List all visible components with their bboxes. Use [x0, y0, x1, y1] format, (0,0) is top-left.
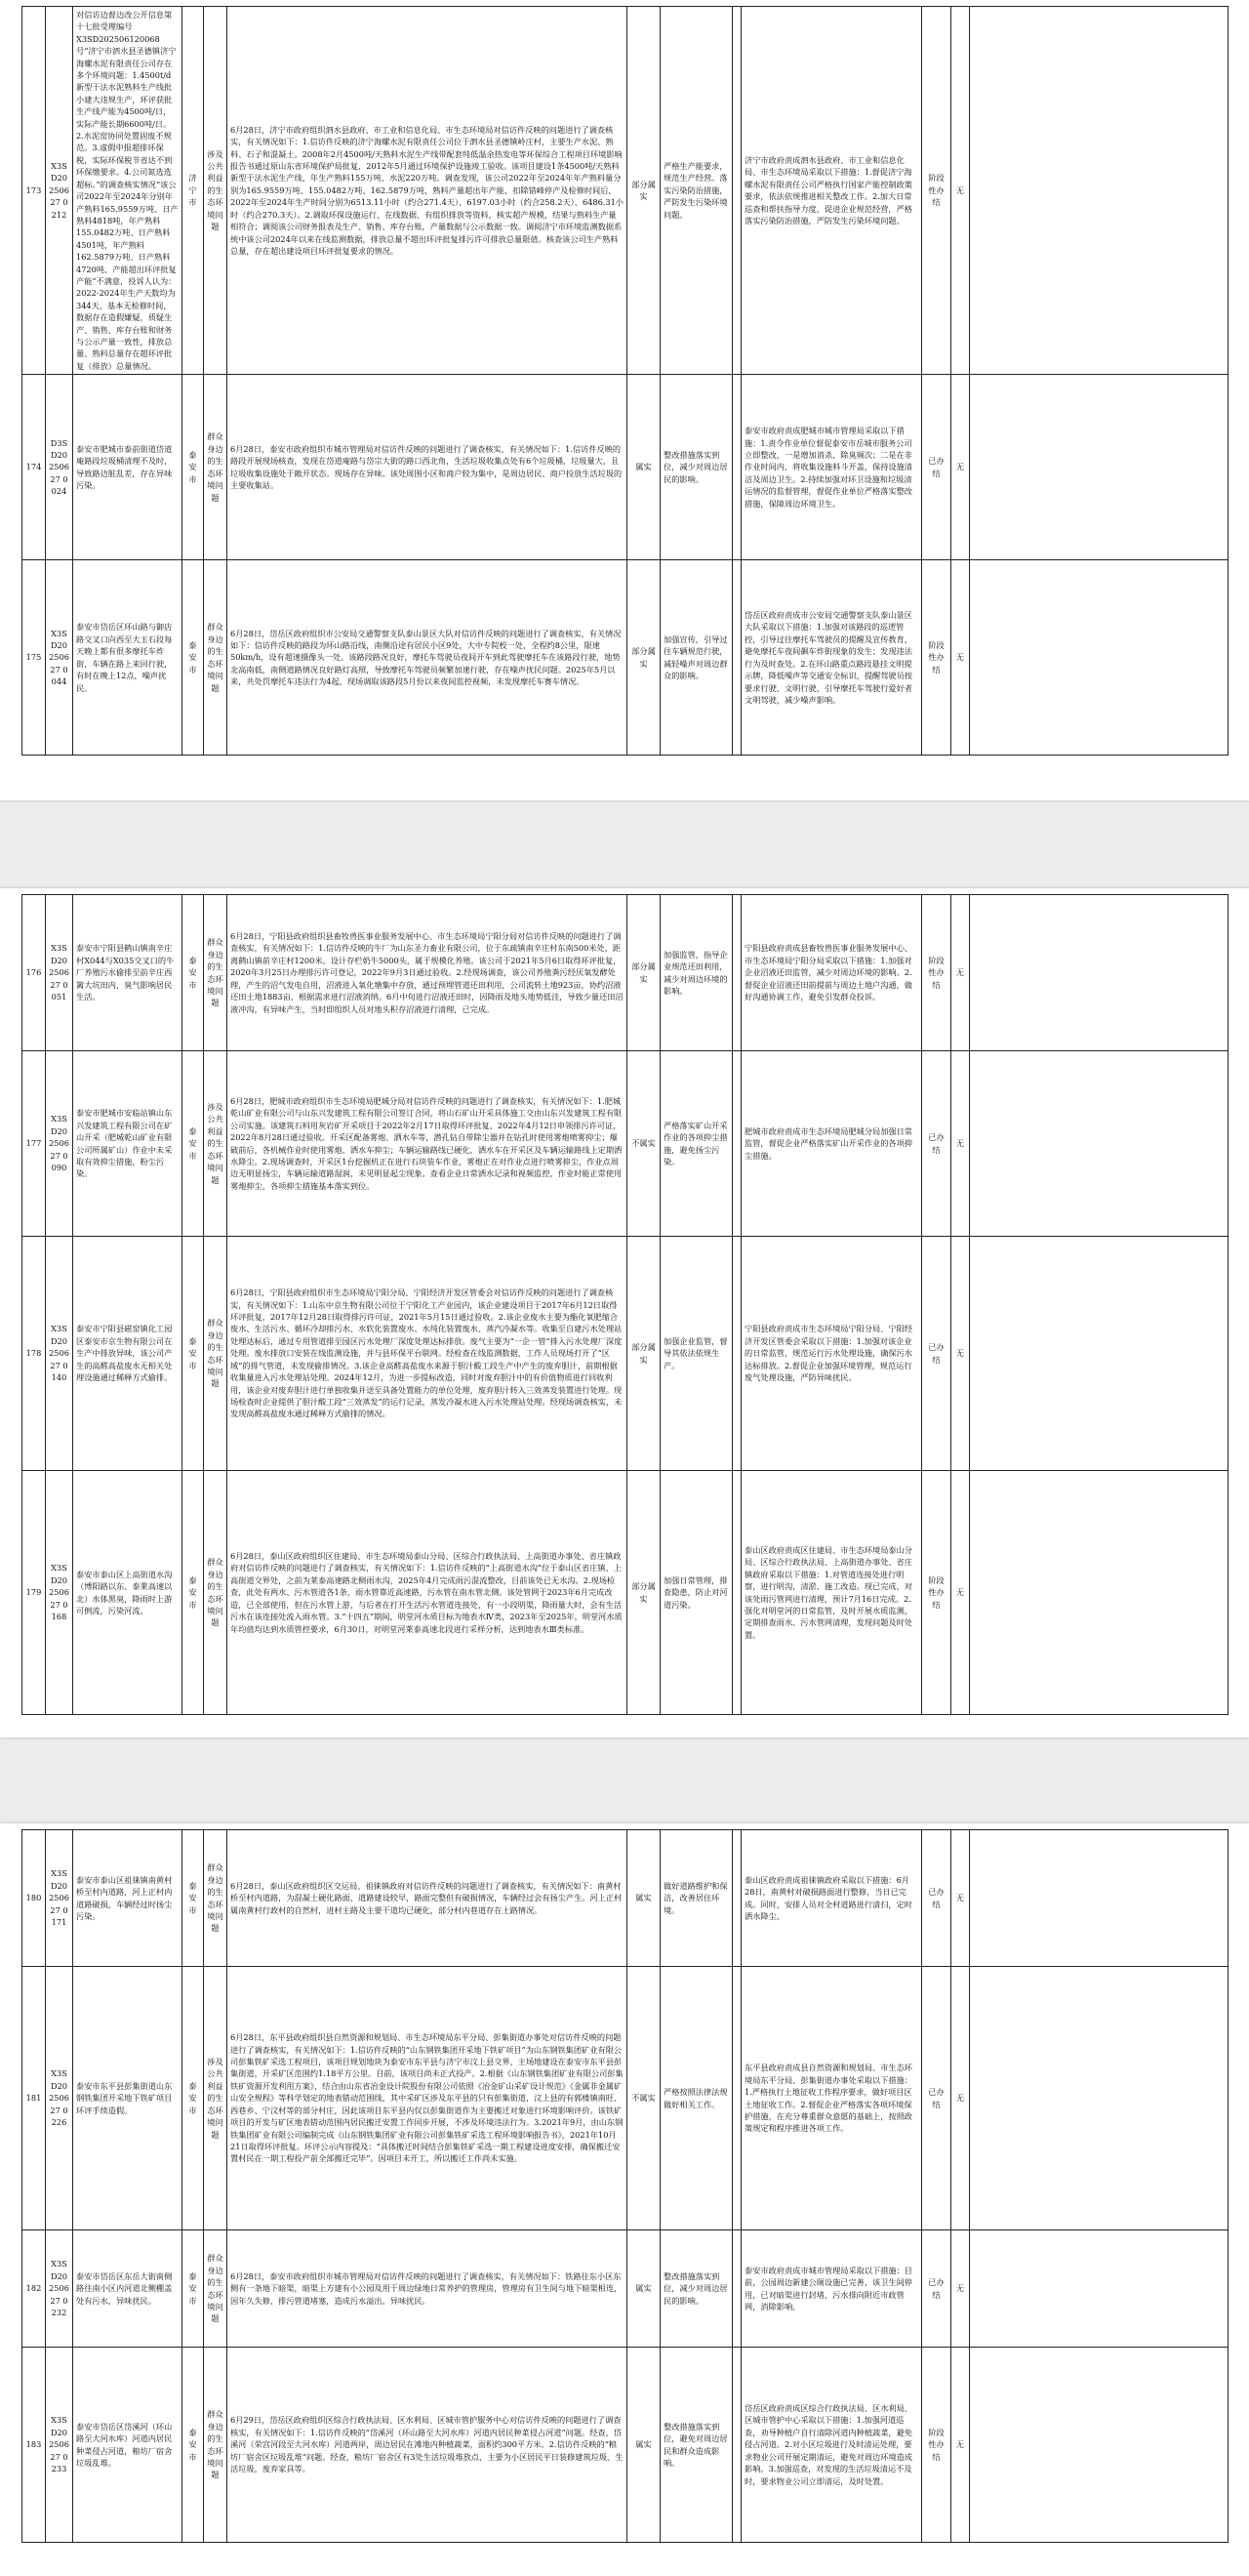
verification-result: 属实 [627, 1830, 661, 1967]
empty-cell [733, 560, 742, 756]
issue-type: 群众身边的生态环境问题 [204, 1830, 227, 1967]
table-row [22, 7, 1229, 375]
empty-cell [970, 560, 1229, 756]
table-row [22, 895, 1229, 1051]
complaint-content: 泰安市泰山区祖徕镇南黄村桥至村内道路，河上正村内道路破损，车辆经过时扬尘污染。 [73, 1830, 182, 1967]
accountability: 无 [951, 2348, 970, 2543]
city-cell: 泰安市 [182, 1967, 204, 2230]
case-id: X3SD20250627 0044 [46, 560, 73, 756]
rectification-target: 加强监管，指导企业规范还田利用，减少对周边环境的影响。 [661, 895, 733, 1051]
issue-type: 群众身边的生态环境问题 [204, 1237, 227, 1471]
complaint-content: 泰安市肥城市泰前街道岱道庵路段垃圾桶清理不及时，导致路边脏乱差，存在异味污染。 [73, 375, 182, 560]
issue-type: 群众身边的生态环境问题 [204, 2348, 227, 2543]
row-number: 174 [22, 375, 46, 560]
city-cell: 泰安市 [182, 2230, 204, 2348]
issue-type: 涉及公共利益的生态环境问题 [204, 7, 227, 375]
case-id: X3SD20250627 0212 [46, 7, 73, 375]
issue-type: 群众身边的生态环境问题 [204, 375, 227, 560]
table-row [22, 2230, 1229, 2348]
rectification-target: 整改措施落实到位，避免对周边居民和群众造成影响。 [661, 2348, 733, 2543]
rectification-target: 加强企业监管，督导其依法依规生产。 [661, 1237, 733, 1471]
row-number: 177 [22, 1051, 46, 1237]
rectification-target: 严格按照法律法规做好相关工作。 [661, 1967, 733, 2230]
row-number: 183 [22, 2348, 46, 2543]
empty-cell [733, 1471, 742, 1715]
issue-type: 群众身边的生态环境问题 [204, 2230, 227, 2348]
handling-measures: 泰安市政府责成市城市管理局采取以下措施：目前，公园周边新建公厕设施已完善，该卫生间停用，已对暗渠进行封堵，污水排向附近市政管网，消除影响。 [742, 2230, 922, 2348]
handling-measures: 泰山区政府责成区住建局、市生态环境局泰山分局、区综合行政执法局、上高街道办事处、省庄镇政府采取以下措施：1.对管道连接处进行明察，进行明沟，清淤、施工改造。现已完成，对该处雨污管网进行清理，预计7月16日完成。2.强化对明堂河的日常监管，及时开展水质监测，定期排查雨水、污水管网清理，发现问题及时处置。 [742, 1471, 922, 1715]
issue-type: 涉及公共利益的生态环境问题 [204, 1051, 227, 1237]
table-row [22, 2348, 1229, 2543]
table-row [22, 1051, 1229, 1237]
city-cell: 泰安市 [182, 1830, 204, 1967]
handling-status: 已办结 [922, 2230, 951, 2348]
issue-type: 群众身边的生态环境问题 [204, 560, 227, 756]
case-table-page-2 [21, 894, 1229, 1715]
verification-result: 属实 [627, 375, 661, 560]
city-cell: 泰安市 [182, 1051, 204, 1237]
complaint-content: 泰安市岱岳区东岳大街南侧路往南小区内河道北侧棚盖处有污水，异味扰民。 [73, 2230, 182, 2348]
verification-result: 属实 [627, 2230, 661, 2348]
accountability: 无 [951, 560, 970, 756]
case-id: X3SD20250627 0051 [46, 895, 73, 1051]
city-cell: 泰安市 [182, 1471, 204, 1715]
investigation-finding: 6月28日，泰安市政府组织市城市管理局对信访件反映的问题进行了调查核实，有关情况如下：1.信访件反映的路段开展现场核查，发现在岱道庵路与岱宗大街的路口西北角，生活垃圾收集点处有6个垃圾桶，垃圾量大，且垃圾收集设施处于敞开状态。现场存在异味。该处周围小区和商户较为集中，是周边居民、商户投放生活垃圾的主要收集站。 [227, 375, 627, 560]
investigation-finding: 6月28日，东平县政府组织县自然资源和规划局、市生态环境局东平分局、彭集街道办事处对信访件反映的问题进行了调查核实，有关情况如下：1.信访件反映的“山东钢铁集团开采地下铁矿项目”为山东钢铁集团矿业有限公司彭集铁矿采选工程项目，该项目规划地块为泰安市东平县与济宁市汶上县交界，主场地建设在泰安市东平县彭集街道，开采矿区范围约1.18平方公里。目前，该项目尚未正式投产。2.根据《山东钢铁集团矿业有限公司彭集铁矿资源开发利用方案》，结合由山东省冶金设计院股份有限公司依照《冶金矿山采矿设计规范》《金属非金属矿山安全规程》等科学划定的地表错动范围线，其中采矿区涉及东平县的只有彭集街道，汶上县的有郭楼镇南旺、西巷乡、宁汶村等的部分村庄，因此该项目东平县内仅以彭集街道作为主要搬迁对象进行环境影响评价。该铁矿项目的开发与矿区地表错动范围内居民搬迁安置工作同步开展，不涉及环境违法行为。3.2021年9月，由山东钢铁集团矿业有限公司编制完成《山东钢铁集团矿业有限公司彭集铁矿采选工程环境影响报告书》，2021年10月21日取得环评批复。环评公示内容提及：“具体搬迁时间结合彭集铁矿采选一期工程建设进度安排，确保搬迁安置村民在一期工程投产前全部搬迁完毕”。因项目未开工，所以搬迁工作尚未实施。 [227, 1967, 627, 2230]
handling-measures: 岱岳区政府责成区综合行政执法局、区水利局、区城市管护中心采取以下措施：1.加强河道巡查，劝导种植户自行清除河道内种植蔬菜，避免侵占河道。2.对小区垃圾进行及时清运处理，要求物业公司开展定期清运，避免对周边环境造成影响。3.加强巡查，对发现的生活垃圾清运不及时，要求物业公司立即清运，及时处置。 [742, 2348, 922, 2543]
handling-measures: 泰山区政府责成祖徕镇政府采取以下措施：6月28日，南黄村对破损路面进行整修，当日已完成。同时，安排人员对全村道路进行清扫，定时洒水降尘。 [742, 1830, 922, 1967]
handling-status: 阶段性办结 [922, 1471, 951, 1715]
empty-cell [733, 7, 742, 375]
complaint-content: 泰安市泰山区上高街道水沟（博阳路以东、泰莱高速以北）水体黑臭，降雨时上游可倒流，污染河流。 [73, 1471, 182, 1715]
empty-cell [970, 1830, 1229, 1967]
verification-result: 属实 [627, 2348, 661, 2543]
accountability: 无 [951, 1237, 970, 1471]
handling-measures: 岱岳区政府责成市公安局交通警察支队泰山景区大队采取以下措施：1.加强对该路段的巡逻管控，引导过往摩托车驾驶员的提醒及宣传教育，避免摩托车夜间飙车炸街现象的发生；发现违法行为及时查处。2.在环山路重点路段悬挂文明提示牌，降低噪声等交通安全标识，提醒驾驶员按要求行驶、文明行驶，引导摩托车驾驶行爱好者文明驾驶，减少噪声影响。 [742, 560, 922, 756]
complaint-content: 泰安市岱岳区环山路与御店路交叉口向西至大玉石段每天晚上都有很多摩托车炸街，车辆在路上来回行驶，有时在晚上12点，噪声扰民。 [73, 560, 182, 756]
issue-type: 群众身边的生态环境问题 [204, 895, 227, 1051]
row-number: 182 [22, 2230, 46, 2348]
investigation-finding: 6月28日，宁阳县政府组织县畜牧兽医事业服务发展中心、市生态环境局宁阳分局对信访件反映的问题进行了调查核实，有关情况如下：1.信访件反映的牛厂为山东圣力畜业有限公司，位于东疏镇南辛庄村东南500米处，距离鹤山镇前辛庄村1200米。设计存栏奶牛5000头，属于规模化养殖。该公司于2021年5月6日取得环评批复，2020年3月25日办理排污许可登记，2022年9月3日通过验收。2.经现场调查，该公司养殖粪污经厌氧发酵处理，产生的沼气发电自用，沼液进入氧化塘集中存放，通过预埋管道还田利用，公司流转土地923亩，协约沼液还田土地1883亩，根据需求进行沼液消纳。6月中旬进行沼液还田时，因降雨及地头地势低洼，导致少量还田沼液冲沟，有异味产生，当时即组织人员对地头积存沼液进行清理，已完成。 [227, 895, 627, 1051]
case-id: X3SD20250627 0232 [46, 2230, 73, 2348]
row-number: 178 [22, 1237, 46, 1471]
issue-type: 群众身边的生态环境问题 [204, 1471, 227, 1715]
empty-cell [733, 895, 742, 1051]
handling-measures: 泰安市政府责成肥城市城市管理局采取以下措施：1.责令作业单位督促泰安市岳城市服务公司立即整改，一是增加消杀、除臭频次；二是在非作业时间内，将收集设施料斗开盖，保持设施清洁及周边卫生。2.持续加强对环卫设施和垃圾清运情况的监督管理，督促作业单位严格落实整改措施，保障周边环境卫生。 [742, 375, 922, 560]
verification-result: 部分属实 [627, 1471, 661, 1715]
city-cell: 泰安市 [182, 2348, 204, 2543]
rectification-target: 加强宣传，引导过往车辆规范行驶，减轻噪声对周边群众的影响。 [661, 560, 733, 756]
empty-cell [733, 2230, 742, 2348]
handling-measures: 肥城市政府责成市生态环境局肥城分局加强日常监管，督促企业严格落实矿山开采作业的各项抑尘措施。 [742, 1051, 922, 1237]
empty-cell [733, 1967, 742, 2230]
verification-result: 不属实 [627, 1967, 661, 2230]
document-page-1 [0, 0, 1249, 800]
case-id: X3SD20250627 0090 [46, 1051, 73, 1237]
verification-result: 部分属实 [627, 895, 661, 1051]
accountability: 无 [951, 2230, 970, 2348]
complaint-content: 泰安市岱岳区岱溪河（环山路至大河水库）河道内居民种菜侵占河道，粮坊厂宿舍垃圾乱堆。 [73, 2348, 182, 2543]
empty-cell [970, 2348, 1229, 2543]
case-id: X3SD20250627 0171 [46, 1830, 73, 1967]
table-row [22, 1237, 1229, 1471]
empty-cell [733, 2348, 742, 2543]
handling-status: 已办结 [922, 1237, 951, 1471]
table-row [22, 560, 1229, 756]
city-cell: 泰安市 [182, 375, 204, 560]
handling-status: 阶段性办结 [922, 2348, 951, 2543]
row-number: 176 [22, 895, 46, 1051]
table-row [22, 375, 1229, 560]
verification-result: 部分属实 [627, 1237, 661, 1471]
issue-type: 涉及公共利益的生态环境问题 [204, 1967, 227, 2230]
city-cell: 泰安市 [182, 1237, 204, 1471]
city-cell: 泰安市 [182, 560, 204, 756]
case-table-page-3 [21, 1829, 1229, 2543]
empty-cell [733, 1051, 742, 1237]
case-table-page-1 [21, 6, 1229, 756]
complaint-content: 对信访边督边改公开信息第十七批受理编号X3SD202506120068号“济宁市泗水县圣德镇济宁海螺水泥有限责任公司存在多个环境问题：1.4500t/d新型干法水泥熟料生产线批小建大违规生产，环评获批生产线产能为4500吨/日，实际产能长期6600吨/日。2.水泥窑协同处置固废不规范。3.虚假申报超排环保税，实际环保税节省达不到环保缴要求。4.公司氮选选超标。”的调查核实情况“该公司2022年至2024年分别年产熟料165.9559万吨、日产熟料4818吨，年产熟料155.0482万吨、日产熟料4501吨，年产熟料162.5879万吨、日产熟料4720吨，产能超出环评批复产能”不满意，投诉人认为：2022-2024年生产天数均为344天，基本无检修时间，数据存在造假嫌疑，质疑生产、销售、库存台账和财务与公示产量一致性，排放总量、熟料总量存在超环评批复（排放）总量情况。 [73, 7, 182, 375]
case-id: X3SD20250627 0226 [46, 1967, 73, 2230]
investigation-finding: 6月28日，泰山区政府组织区住建局、市生态环境局泰山分局、区综合行政执法局、上高街道办事处、省庄镇政府对信访件反映的问题进行了调查核实，有关情况如下：1.信访件反映的“上高街道水沟”位于泰山区省庄镇、上高街道交界处，之前为莱泰高速路北侧雨水沟，2025年4月完成雨污混流整改，目前该处已无水沟。2.现场检查，此处有两水、污水管道各1条，雨水管靠近高速路，污水管在南水管北侧。该处管网于2023年6月完成改造，已全部使用，但在污水管上游，与后者在打开生活污水管道连接处，有一小段明渠，降雨量大时，会有生活污水在该连接处流入雨水管。3.“十四五”期间，明堂河水质目标为地表水Ⅳ类，2023年至2025年，明堂河水质年均值均达到水质管控要求，6月30日，对明堂河莱泰高速北段进行采样分析，达到地表水Ⅲ类标准。 [227, 1471, 627, 1715]
case-id: X3SD20250627 0168 [46, 1471, 73, 1715]
empty-cell [970, 1967, 1229, 2230]
case-id: X3SD20250627 0233 [46, 2348, 73, 2543]
row-number: 173 [22, 7, 46, 375]
row-number: 175 [22, 560, 46, 756]
investigation-finding: 6月28日，济宁市政府组织泗水县政府、市工业和信息化局、市生态环境局对信访件反映的问题进行了调查核实，有关情况如下：1.信访件反映的济宁海螺水泥有限责任公司位于泗水县圣德镇岭庄村，主要生产水泥、熟料、石子和混凝土。2008年2月4500吨/天熟料水泥生产线带配套纯低温余热发电等环保综合工程项目环境影响报告书通过原山东省环境保护局批复，2012年5月通过环境保护设施竣工验收。该项目建设1条4500吨/天熟料新型干法水泥生产线，年生产熟料155万吨、水泥220万吨。调查发现，该公司2022年至2024年年产熟料量分别为165.9559万吨、155.0482万吨、162.5879万吨，熟料产量超出年产能，扣除错峰停产及检修时间后，2022年至2024年生产时间分别为6513.11小时（约合271.4天）、6197.03小时（约合258.2天）、6486.31小时（约合270.3天）。2.调取环保设施运行、在线数据、有组织排放等资料，核实超产规模，结果与熟料生产量相符合；调阅该公司财务报表及生产、销售、库存台账，产量数据与公示数据一致。调阅济宁市环境监测数据系统中该公司2024年以来在线监测数据，排放总量不超出环评批复排污许可排放总量限值。核查该公司生产熟料总量，存在超出建设项目环评批复要求的情况。 [227, 7, 627, 375]
city-cell: 泰安市 [182, 895, 204, 1051]
empty-cell [970, 375, 1229, 560]
accountability: 无 [951, 1471, 970, 1715]
accountability: 无 [951, 1051, 970, 1237]
handling-measures: 济宁市政府责成泗水县政府、市工业和信息化局、市生态环境局采取以下措施：1.督促济宁海螺水泥有限责任公司严格执行国家产能控制政策要求，依法依规推进相关整改工作。2.加大日常巡查和帮扶指导力度，促进企业规范经营，严格落实污染防治措施，严防发生污染环境问题。 [742, 7, 922, 375]
rectification-target: 加强日常管理，排查隐患，防止对河道污染。 [661, 1471, 733, 1715]
handling-status: 阶段性办结 [922, 7, 951, 375]
empty-cell [970, 1237, 1229, 1471]
verification-result: 部分属实 [627, 7, 661, 375]
verification-result: 部分属实 [627, 560, 661, 756]
empty-cell [970, 895, 1229, 1051]
empty-cell [733, 1830, 742, 1967]
verification-result: 不属实 [627, 1051, 661, 1237]
investigation-finding: 6月28日，岱岳区政府组织市公安局交通警察支队泰山景区大队对信访件反映的问题进行了调查核实，有关情况如下：信访件反映的路段为环山路沿线，南侧沿途有居民小区9处，大中专院校一处，全程约8公里，限速50km/h，设有超速摄像头一处。该路段路况良好，摩托车驾驶员夜间开车到此驾驶摩托车在该路段行驶，地势北高南低，南侧道路情况良好路灯高照，导致摩托车驾驶员频繁加速行驶，存在噪声扰民问题。2025年5月以来，共处罚摩托车违法行为4起，现场调取该路段5月份以来夜间监控视频，未发现摩托车赛车情况。 [227, 560, 627, 756]
rectification-target: 整改措施落实到位，减少对周边居民的影响。 [661, 375, 733, 560]
rectification-target: 严格落实矿山开采作业的各项抑尘措施，避免扬尘污染。 [661, 1051, 733, 1237]
accountability: 无 [951, 1967, 970, 2230]
accountability: 无 [951, 7, 970, 375]
row-number: 181 [22, 1967, 46, 2230]
rectification-target: 做好道路维护和保洁，改善居住环境。 [661, 1830, 733, 1967]
handling-measures: 宁阳县政府责成市生态环境局宁阳分局、宁阳经济开发区管委会采取以下措施：1.加强对该企业的日常监管，规范运行污水处理设施，确保污水达标排放。2.督促企业加强环境管理，规范运行废气处理设施，严防异味扰民。 [742, 1237, 922, 1471]
handling-status: 已办结 [922, 1830, 951, 1967]
investigation-finding: 6月28日，肥城市政府组织市生态环境局肥城分局对信访件反映的问题进行了调查核实，有关情况如下：1.肥城乾山矿业有限公司与山东兴发建筑工程有限公司签订合同，将山石矿山开采具体施工交由山东兴发建筑工程有限公司实施。该建筑石料用灰岩矿开采项目于2022年2月17日取得环评批复，2022年4月12日申领排污许可证，2022年8月28日通过验收。开采区配备雾炮、洒水车等，潜孔钻自带除尘器并在钻孔时使用雾炮喷雾抑尘；爆破前后，各机械作业时使用雾炮、洒水车抑尘；车辆运输路线已硬化，洒水车在开采区及车辆运输路线上定期洒水降尘。2.现场调查时，开采区1台挖掘机正在进行石块装车作业，雾炮正在对作业点进行喷雾抑尘，作业点周边无明显扬尘，车辆运输道路湿润，未见明显起尘现象。查看企业日常洒水记录和视频监控，作业时能正常使用雾炮抑尘，各项抑尘措施基本落实到位。 [227, 1051, 627, 1237]
investigation-finding: 6月29日，岱岳区政府组织区综合行政执法局、区水利局、区城市管护服务中心对信访件反映的问题进行了调查核实，有关情况如下：1.信访件反映的“岱溪河（环山路至大河水库）河道内居民种菜侵占河道”问题。经查，岱溪河（荣宫河段至大河水库）河道两岸，周边居民在滩地内种植蔬菜，面积约300平方米。2.信访件反映的“粮坊厂宿舍区垃圾乱堆”问题。经查，粮坊厂宿舍区有3处生活垃圾堆放点，主要为小区居民平日装修建筑垃圾、生活垃圾，废弃家具等。 [227, 2348, 627, 2543]
complaint-content: 泰安市东平县彭集街道山东钢铁集团开采地下铁矿项目环评手续造假。 [73, 1967, 182, 2230]
document-page-3 [0, 1823, 1249, 2576]
empty-cell [970, 1471, 1229, 1715]
rectification-target: 严格生产能要求，规范生产经营。落实污染防治措施，严防发生污染环境问题。 [661, 7, 733, 375]
accountability: 无 [951, 375, 970, 560]
accountability: 无 [951, 895, 970, 1051]
rectification-target: 整改措施落实到位，减少对周边居民的影响。 [661, 2230, 733, 2348]
complaint-content: 泰安市宁阳县磁窑镇化工园区泰安市京生物有限公司在生产中排放异味，该公司产生的高醛高盐废水无相关处理设施通过稀释方式偷排。 [73, 1237, 182, 1471]
handling-status: 已办结 [922, 1967, 951, 2230]
handling-measures: 东平县政府责成县自然资源和规划局、市生态环境局东平分局、彭集街道办事处采取以下措施：1.严格执行土地征收工作程序要求，做好项目区土地征收工作。2.督促企业严格落实各项环境保护措施，在充分尊重群众意愿的基础上，按照政策规定和程序推进各项工作。 [742, 1967, 922, 2230]
handling-status: 阶段性办结 [922, 560, 951, 756]
empty-cell [733, 1237, 742, 1471]
city-cell: 济宁市 [182, 7, 204, 375]
accountability: 无 [951, 1830, 970, 1967]
empty-cell [970, 7, 1229, 375]
investigation-finding: 6月28日，泰安市政府组织市城市管理局对信访件反映的问题进行了调查核实，有关情况如下：铁路往东小区东侧有一条地下暗渠，暗渠上方建有小公园及用于周边绿地日常养护的管理房，管理房有卫生间与地下暗渠相连，因年久失修，排污管道堵塞，造成污水溢出，异味扰民。 [227, 2230, 627, 2348]
handling-status: 已办结 [922, 375, 951, 560]
row-number: 179 [22, 1471, 46, 1715]
row-number: 180 [22, 1830, 46, 1967]
table-row [22, 1471, 1229, 1715]
table-row [22, 1967, 1229, 2230]
handling-measures: 宁阳县政府责成县畜牧兽医事业服务发展中心、市生态环境局宁阳分局采取以下措施：1.加强对企业沼液还田监管，减少对周边环境的影响。2.督促企业沼液还田前提前与周边土地户沟通，做好沟通协调工作，避免引发群众投诉。 [742, 895, 922, 1051]
complaint-content: 泰安市肥城市安临站镇山东兴发建筑工程有限公司在矿山开采（肥城乾山矿业有限公司所属矿山）作业中未采取有效抑尘措施，粉尘污染。 [73, 1051, 182, 1237]
empty-cell [733, 375, 742, 560]
handling-status: 阶段性办结 [922, 895, 951, 1051]
complaint-content: 泰安市宁阳县鹤山镇南辛庄村X044与X035交叉口的牛厂养殖污水偷排至前辛庄西篱大坑田内，臭气影响居民生活。 [73, 895, 182, 1051]
handling-status: 已办结 [922, 1051, 951, 1237]
empty-cell [970, 1051, 1229, 1237]
table-row [22, 1830, 1229, 1967]
empty-cell [970, 2230, 1229, 2348]
document-page-2 [0, 888, 1249, 1738]
case-id: X3SD20250627 0140 [46, 1237, 73, 1471]
case-id: D3SD20250627 0024 [46, 375, 73, 560]
investigation-finding: 6月28日，泰山区政府组织区交运局、祖徕镇政府对信访件反映的问题进行了调查核实，有关情况如下：南黄村桥至村内道路，为混凝土硬化路面，道路建设较早，路面完整但有破损情况，车辆经过会有扬尘产生。河上正村属南黄村行政村的自然村，进村主路及主要干道均已硬化，部分村内巷道存在土路情况。 [227, 1830, 627, 1967]
investigation-finding: 6月28日，宁阳县政府组织市生态环境局宁阳分局、宁阳经济开发区管委会对信访件反映的问题进行了调查核实，有关情况如下：1.山东中京生物有限公司位于宁阳化工产业园内，该企业建设项目于2017年6月12日取得环评批复，2017年12月28日取得排污许可证，2021年5月15日通过验收。2.该企业废水主要为酯化氧肥缩合废水、生活污水、循环冷却排污水、水软化装置废水、水纯化装置废水、蒸汽冷凝水等。收集至自建污水处理站处理达标后，通过专用管道排至园区污水处理厂深度处理达标排放。废气主要为“一企一管”排入污水处理厂深度处理。废水排放口安装在线监测设施，并与县环保平台联网。经检查在线监测数据，工作人员现场打开了“区域”的排气管道，未发现偷排情况。3.该企业高醛高盐废水来源于胆汁酸工段生产中产生的废弃胆汁，前期根据收集量进入污水处理站处理。2024年12月，为进一步提标改造，同时对废弃胆汁中的有价值物质进行回收利用，该企业对废弃胆汁进行单独收集并送至具备处置能力的单位处理，废弃胆汁转入三效蒸发装置进行处理。现场检查时企业提供了胆汁酸工段“三效蒸发”的运行记录，蒸发冷凝水进入污水处理站处理。经现场调查核实，未发现高醛高盐废水通过稀释方式偷排的情况。 [227, 1237, 627, 1471]
